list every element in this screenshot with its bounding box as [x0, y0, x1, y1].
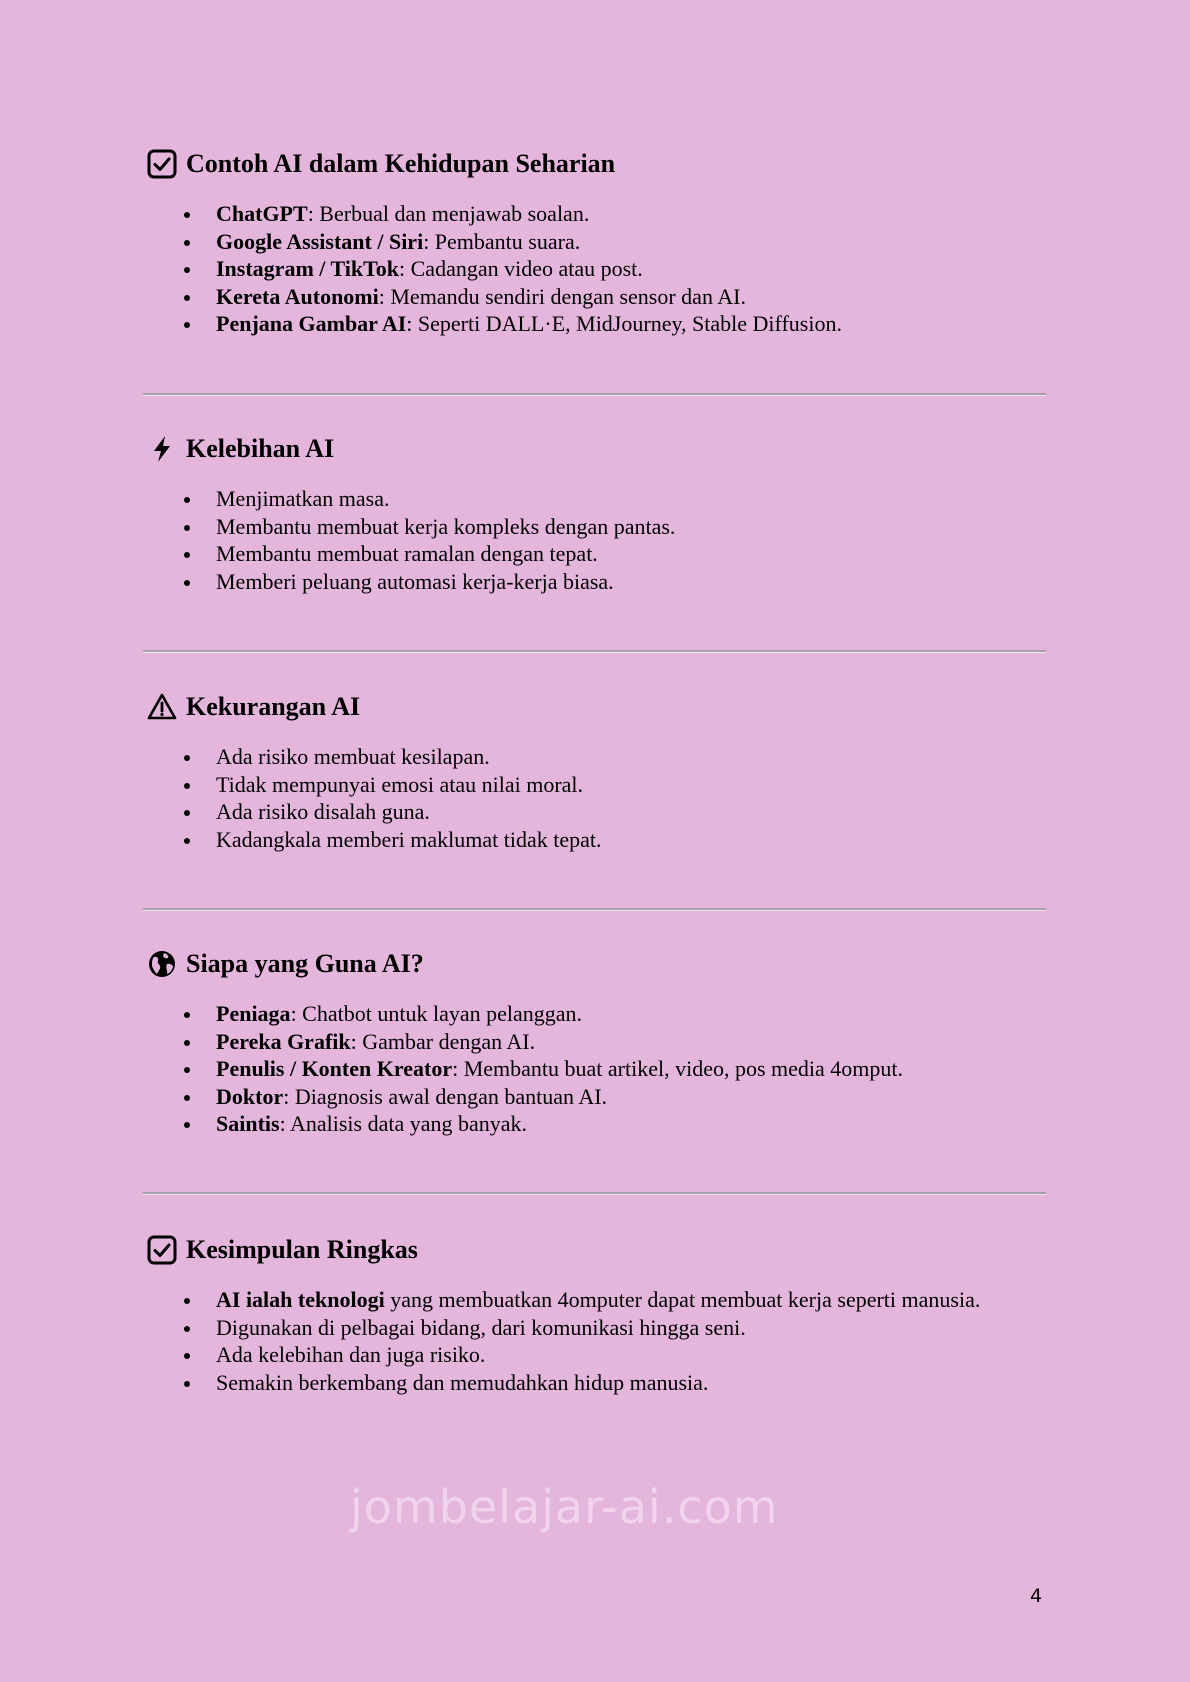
section-divider [143, 1192, 1046, 1195]
list-item: Menjimatkan masa. [216, 485, 1046, 513]
section-kelebihan [146, 433, 1046, 595]
list-item: AI ialah teknologi yang membuatkan 4omputer dapat membuat kerja seperti manusia. [216, 1286, 1006, 1314]
section-heading [146, 148, 1046, 180]
checkbox-icon [146, 148, 178, 180]
list-item: Ada risiko disalah guna. [216, 798, 1046, 826]
list-item: Membantu membuat ramalan dengan tepat. [216, 540, 1046, 568]
list-item: Semakin berkembang dan memudahkan hidup manusia. [216, 1369, 1006, 1397]
section-heading [146, 691, 1046, 723]
list-item: Memberi peluang automasi kerja-kerja biasa. [216, 568, 1046, 596]
section-contoh-ai [146, 148, 1046, 338]
list-item: Digunakan di pelbagai bidang, dari komunikasi hingga seni. [216, 1314, 1006, 1342]
section-siapa-guna [146, 948, 1046, 1138]
list-item: Pereka Grafik: Gambar dengan AI. [216, 1028, 1046, 1056]
section-kesimpulan [146, 1234, 1046, 1396]
list-item: Kereta Autonomi: Memandu sendiri dengan sensor dan AI. [216, 283, 1046, 311]
bullet-list [146, 1286, 1006, 1396]
section-heading [146, 948, 1046, 980]
list-item: Saintis: Analisis data yang banyak. [216, 1110, 1046, 1138]
bullet-list [146, 1000, 1046, 1138]
list-item: Ada kelebihan dan juga risiko. [216, 1341, 1006, 1369]
bullet-list [146, 743, 1046, 853]
lightning-icon [146, 433, 178, 465]
watermark: jombelajar-ai.com [350, 1480, 779, 1534]
section-kekurangan [146, 691, 1046, 853]
section-title: Kekurangan AI [186, 692, 361, 721]
list-item: Ada risiko membuat kesilapan. [216, 743, 1046, 771]
section-title: Kelebihan AI [186, 434, 335, 463]
bullet-list [146, 485, 1046, 595]
list-item: Kadangkala memberi maklumat tidak tepat. [216, 826, 1046, 854]
list-item: Tidak mempunyai emosi atau nilai moral. [216, 771, 1046, 799]
warning-icon [146, 691, 178, 723]
section-heading [146, 433, 1046, 465]
list-item: Penjana Gambar AI: Seperti DALL·E, MidJourney, Stable Diffusion. [216, 310, 1046, 338]
bullet-list [146, 200, 1046, 338]
section-title: Siapa yang Guna AI? [186, 949, 424, 978]
list-item: Penulis / Konten Kreator: Membantu buat artikel, video, pos media 4omput. [216, 1055, 1046, 1083]
list-item: Membantu membuat kerja kompleks dengan pantas. [216, 513, 1046, 541]
section-divider [143, 393, 1046, 396]
section-title: Kesimpulan Ringkas [186, 1235, 418, 1264]
list-item: Google Assistant / Siri: Pembantu suara. [216, 228, 1046, 256]
checkbox-icon [146, 1234, 178, 1266]
section-heading [146, 1234, 1046, 1266]
globe-icon [146, 948, 178, 980]
list-item: Doktor: Diagnosis awal dengan bantuan AI. [216, 1083, 1046, 1111]
section-divider [143, 650, 1046, 653]
page-number: 4 [1030, 1585, 1043, 1607]
section-title: Contoh AI dalam Kehidupan Seharian [186, 149, 616, 178]
section-divider [143, 908, 1046, 911]
list-item: ChatGPT: Berbual dan menjawab soalan. [216, 200, 1046, 228]
list-item: Peniaga: Chatbot untuk layan pelanggan. [216, 1000, 1046, 1028]
list-item: Instagram / TikTok: Cadangan video atau post. [216, 255, 1046, 283]
